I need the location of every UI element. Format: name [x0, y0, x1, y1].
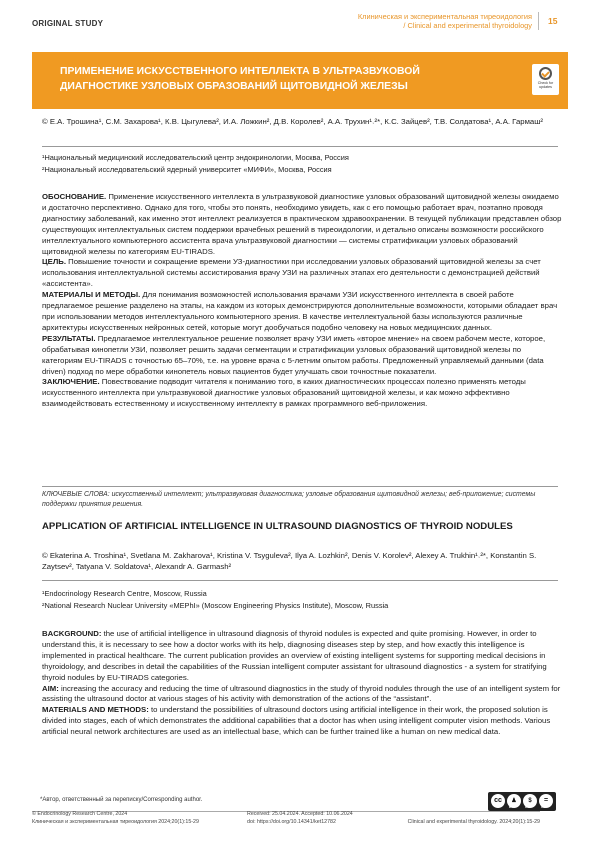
- cc-icon: cc: [491, 794, 505, 808]
- abstract-conclusion-ru: ЗАКЛЮЧЕНИЕ. Повествование подводит читателя к пониманию того, в каких диагностических процессах полезно применять методы искусственного интеллекта при ультразвуковой диагностике узловых образований щитовидной железы, и как можно эффективно взаимодействовать естественному и искусственному интеллекту в рамках программного веб-приложения.: [42, 377, 526, 409]
- section-label: ORIGINAL STUDY: [32, 19, 104, 28]
- abstract-background-en: BACKGROUND: the use of artificial intelligence in ultrasound diagnosis of thyroid nodules is expected and quite promising. However, in order to understand this, it is necessary to see how a doctor works with its help, diagnosing diseases step by step, and how exactly this intelligence is implemented in practical healthcare. The current publication provides an overview of existing intelligent systems for supporting medical decisions in thyroidology, and describes in detail the capabilities of the Russian intelligent computer assistant for ultrasound diagnostics - a system for stratifying thyroid nodules by EU-TIRADS categories.: [42, 629, 547, 682]
- affiliation-2-en: ²National Research Nuclear University «MEPhI» (Moscow Engineering Physics Institute), Moscow, Russia: [42, 601, 389, 610]
- citation-ru: Клиническая и экспериментальная тиреоидология 2024;20(1):15-29: [32, 819, 199, 825]
- doi-link[interactable]: doi: https://doi.org/10.14341/ket12782: [247, 819, 336, 825]
- cc-license-badge[interactable]: [488, 792, 556, 811]
- journal-name: [358, 12, 532, 30]
- journal-name-ru: Клиническая и экспериментальная тиреоидология: [357, 12, 532, 21]
- authors-ru: © Е.А. Трошина¹, С.М. Захарова¹, К.В. Цыгулева², И.А. Ложкин², Д.В. Королев², А.А. Трухин¹˒²*, К.С. Зайцев², Т.В. Солдатова¹, А.А. Гармаш²: [42, 117, 544, 126]
- journal-name-en: / Clinical and experimental thyroidology: [403, 21, 532, 30]
- abstract-methods-en: MATERIALS AND METHODS: to understand the possibilities of ultrasound doctors using artificial intelligence in their work, the proposed solution is divided into stages, each of which demonstrates the additional capabilities that a doctor has when using intelligent computer vision methods. Various artificial neural network architectures are used as an intellectual base, which can be further trained like a human on new medical data.: [42, 705, 551, 737]
- check-updates-text: Check for updates: [537, 81, 554, 89]
- affiliation-1-ru: ¹Национальный медицинский исследовательский центр эндокринологии, Москва, Россия: [42, 153, 349, 162]
- authors-en: © Ekaterina A. Troshina¹, Svetlana M. Zakharova¹, Kristina V. Tsyguleva², Ilya A. Lozhkin², Denis V. Korolev², Alexey A. Trukhin¹˒²*, Konstantin S. Zaytsev², Tatyana V. Soldatova¹, Alexandr A. Garmash²: [42, 551, 537, 571]
- page-number: 15: [548, 16, 558, 26]
- nd-equal-icon: =: [539, 794, 553, 808]
- check-updates-icon: [539, 67, 552, 80]
- abstract-ru: [42, 192, 562, 410]
- article-title-en: APPLICATION OF ARTIFICIAL INTELLIGENCE IN ULTRASOUND DIAGNOSTICS OF THYROID NODULES: [42, 521, 513, 532]
- abstract-aim-en: AIM: increasing the accuracy and reducing the time of ultrasound diagnostics in the study of thyroid nodules through the use of an intelligent system for assisting the ultrasound doctor at various stages of his activity with demonstration of the actions of the “assistant”.: [42, 683, 561, 704]
- nc-dollar-icon: $: [523, 794, 537, 808]
- dates: Received: 25.04.2024. Accepted: 10.06.2024: [247, 811, 353, 817]
- copyright: © Endocrinology Research Centre, 2024: [32, 811, 128, 817]
- divider: [42, 146, 558, 147]
- citation-en: Clinical and experimental thyroidology. 2024;20(1):15-29: [407, 819, 540, 825]
- article-title-ru: ПРИМЕНЕНИЕ ИСКУССТВЕННОГО ИНТЕЛЛЕКТА В УЛЬТРАЗВУКОВОЙ ДИАГНОСТИКЕ УЗЛОВЫХ ОБРАЗОВАНИЙ ЩИТОВИДНОЙ ЖЕЛЕЗЫ: [60, 66, 420, 92]
- affiliation-1-en: ¹Endocrinology Research Centre, Moscow, Russia: [42, 589, 207, 598]
- license-by-label: BY: [509, 805, 514, 809]
- divider: [42, 580, 558, 581]
- license-nc-label: NC: [525, 805, 531, 809]
- check-for-updates-badge[interactable]: [532, 64, 559, 95]
- abstract-methods-ru: МАТЕРИАЛЫ И МЕТОДЫ. Для понимания возможностей использования врачами УЗИ искусственного интеллекта в своей работе предлагаемое решение разделено на этапы, на каждом из которых демонстрируются дополнительные возможности, которыми обладает врач при использовании методов интеллектуального компьютерного зрения. В качестве интеллектуальной базы используются различные архитектуры искусственных нейронных сетей, которые могут дообучаться подобно человеку на новых медицинских данных.: [42, 290, 558, 332]
- header-divider: [538, 12, 539, 30]
- affiliation-2-ru: ²Национальный исследовательский ядерный университет «МИФИ», Москва, Россия: [42, 165, 332, 174]
- keywords-ru: КЛЮЧЕВЫЕ СЛОВА: искусственный интеллект; ультразвуковая диагностика; узловые образования щитовидной железы; веб-приложение; системы поддержки принятия решения.: [42, 491, 536, 508]
- license-nd-label: ND: [541, 805, 547, 809]
- divider: [42, 486, 558, 487]
- by-person-icon: ♟: [507, 794, 521, 808]
- abstract-en: [42, 629, 562, 738]
- abstract-results-ru: РЕЗУЛЬТАТЫ. Предлагаемое интеллектуальное решение позволяет врачу УЗИ иметь «второе мнение» на своем рабочем месте, которое, обрабатывая кинопетли УЗИ, позволяет решить задачи сегментации и стратификации узловых образований щитовидной железы по категориям EU-TIRADS с точностью 65–70%, т.е. на уровне врача с 5-летним опытом работы. Предложенный управляемый данными (data driven) подход по мере обработки кинопетель новых пациентов будет улучшать свои точностные показатели.: [42, 333, 546, 376]
- abstract-aim-ru: ЦЕЛЬ. Повышение точности и сокращение времени УЗ-диагностики при исследовании узловых образований щитовидной железы за счет использования интеллектуальной системы ассистирования врачу УЗИ на различных этапах его деятельности с демонстрацией действий «ассистента».: [42, 257, 541, 289]
- running-header: [0, 0, 600, 36]
- abstract-background-ru: ОБОСНОВАНИЕ. Применение искусственного интеллекта в ультразвуковой диагностике узловых образований щитовидной железы ожидаемо и достаточно перспективно. Однако для того, чтобы это понять, необходимо увидеть, как с его помощью работает врач, поэтапно проводя диагностику заболеваний, как именно этот интеллект реализуется в практическом здравоохранении. В текущей публикации представлен обзор существующих интеллектуальных систем поддержки врачебных решений в тиреоидологии, и детально описаны возможности российского интеллектуального компьютерного ассистента врача ультразвуковой диагностики — системы стратификации узловых образований щитовидной железы по категориям EU-TIRADS.: [42, 192, 562, 256]
- corresponding-author-note: *Автор, ответственный за переписку/Corresponding author.: [40, 797, 203, 803]
- title-banner: [32, 52, 568, 109]
